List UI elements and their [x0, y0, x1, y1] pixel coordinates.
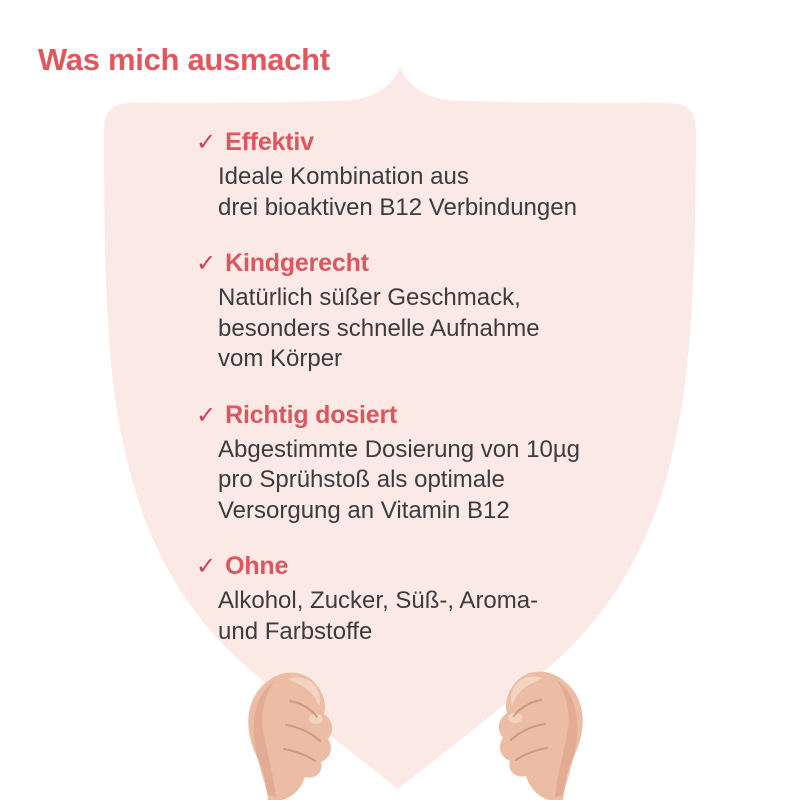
feature-heading: [196, 248, 626, 279]
feature-title: Kindgerecht: [225, 249, 369, 277]
left-hand-photo: [228, 657, 340, 800]
feature-line: pro Sprühstoß als optimale: [218, 466, 505, 493]
feature-line: besonders schnelle Aufnahme: [218, 314, 540, 342]
feature-richtig-dosiert: [196, 400, 626, 527]
feature-line: Alkohol, Zucker, Süß-, Aroma-: [218, 587, 539, 614]
checkmark-icon: ✓: [196, 250, 217, 277]
feature-heading: [196, 127, 626, 158]
feature-body: [196, 586, 626, 647]
feature-line: vom Körper: [218, 345, 343, 372]
checkmark-icon: ✓: [196, 553, 217, 580]
feature-heading: [196, 551, 626, 582]
feature-title: Effektiv: [225, 128, 314, 156]
feature-ohne: [196, 551, 626, 647]
feature-line: Ideale Kombination aus: [218, 163, 469, 190]
feature-body: [196, 283, 626, 375]
feature-line: und Farbstoffe: [218, 617, 373, 645]
feature-body: [196, 435, 626, 527]
feature-list: [196, 127, 626, 672]
feature-effektiv: [196, 127, 626, 223]
right-hand-photo: [491, 655, 603, 800]
feature-kindgerecht: [196, 248, 626, 375]
page-title: Was mich ausmacht: [38, 42, 330, 77]
feature-line: Versorgung an Vitamin B12: [218, 496, 510, 524]
feature-title: Richtig dosiert: [225, 400, 398, 429]
checkmark-icon: ✓: [196, 401, 217, 429]
feature-line: drei bioaktiven B12 Verbindungen: [218, 193, 577, 221]
checkmark-icon: ✓: [196, 129, 217, 156]
feature-heading: [196, 400, 626, 431]
feature-title: Ohne: [225, 552, 289, 580]
feature-line: Abgestimmte Dosierung von 10µg: [218, 435, 581, 463]
feature-line: Natürlich süßer Geschmack,: [218, 284, 521, 311]
feature-body: [196, 162, 626, 223]
